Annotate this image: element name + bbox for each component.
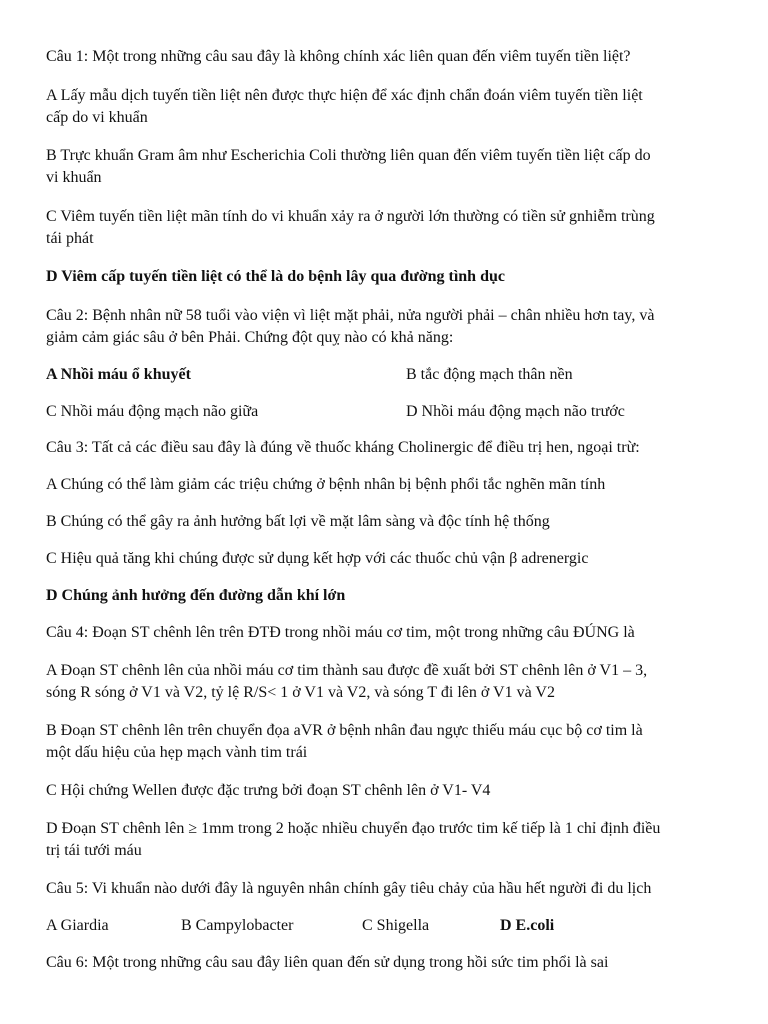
q3-option-a: A Chúng có thể làm giảm các triệu chứng ở bệnh nhân bị bệnh phổi tắc nghẽn mãn tính — [46, 476, 606, 493]
question-5: Câu 5: Vi khuẩn nào dưới đây là nguyên nhân chính gây tiêu chảy của hầu hết người đi du lịch — [46, 880, 652, 897]
q1-option-b-cont: vi khuẩn — [46, 169, 102, 186]
q1-option-a: A Lấy mẫu dịch tuyến tiền liệt nên được thực hiện để xác định chẩn đoán viêm tuyến tiền liệt — [46, 87, 643, 104]
q2-option-b: B tắc động mạch thân nền — [406, 366, 573, 383]
q4-option-d: D Đoạn ST chênh lên ≥ 1mm trong 2 hoặc nhiều chuyển đạo trước tim kế tiếp là 1 chỉ định điều — [46, 820, 661, 837]
q1-option-c: C Viêm tuyến tiền liệt mãn tính do vi khuẩn xảy ra ở người lớn thường có tiền sử gnhiễm trùng — [46, 208, 655, 225]
q3-option-d-answer: D Chúng ảnh hưởng đến đường dẫn khí lớn — [46, 587, 346, 604]
question-4: Câu 4: Đoạn ST chênh lên trên ĐTĐ trong nhồi máu cơ tim, một trong những câu ĐÚNG là — [46, 624, 635, 641]
question-3: Câu 3: Tất cả các điều sau đây là đúng về thuốc kháng Cholinergic để điều trị hen, ngoại trừ: — [46, 439, 640, 456]
q5-option-c: C Shigella — [362, 917, 430, 934]
q3-option-b: B Chúng có thể gây ra ảnh hưởng bất lợi về mặt lâm sàng và độc tính hệ thống — [46, 513, 550, 530]
q4-option-c: C Hội chứng Wellen được đặc trưng bởi đoạn ST chênh lên ở V1- V4 — [46, 782, 491, 799]
q4-option-a-cont: sóng R sóng ở V1 và V2, tỷ lệ R/S< 1 ở V1 và V2, và sóng T đi lên ở V1 và V2 — [46, 684, 555, 701]
q4-option-b: B Đoạn ST chênh lên trên chuyển đọa aVR ở bệnh nhân đau ngực thiếu máu cục bộ cơ tim là — [46, 722, 643, 739]
q3-option-c: C Hiệu quả tăng khi chúng được sử dụng kết hợp với các thuốc chủ vận β adrenergic — [46, 550, 589, 567]
q5-option-a: A Giardia — [46, 917, 109, 934]
question-2: Câu 2: Bệnh nhân nữ 58 tuổi vào viện vì liệt mặt phải, nửa người phải – chân nhiều hơn tay, và — [46, 307, 655, 324]
q5-option-d-answer: D E.coli — [500, 917, 555, 934]
q2-option-a-answer: A Nhồi máu ổ khuyết — [46, 366, 191, 383]
question-1: Câu 1: Một trong những câu sau đây là không chính xác liên quan đến viêm tuyến tiền liệt? — [46, 48, 631, 65]
q2-option-d: D Nhồi máu động mạch não trước — [406, 403, 625, 420]
q2-option-c: C Nhồi máu động mạch não giữa — [46, 403, 259, 420]
q1-option-c-cont: tái phát — [46, 230, 94, 247]
q4-option-d-cont: trị tái tưới máu — [46, 842, 142, 859]
q4-option-b-cont: một dấu hiệu của hẹp mạch vành tim trái — [46, 744, 308, 761]
q1-option-a-cont: cấp do vi khuẩn — [46, 109, 148, 126]
question-2-cont: giảm cảm giác sâu ở bên Phải. Chứng đột quỵ nào có khả năng: — [46, 329, 454, 346]
question-6: Câu 6: Một trong những câu sau đây liên quan đến sử dụng trong hồi sức tim phổi là sai — [46, 954, 609, 971]
q5-option-b: B Campylobacter — [181, 917, 294, 934]
q1-option-d-answer: D Viêm cấp tuyến tiền liệt có thể là do bệnh lây qua đường tình dục — [46, 268, 505, 285]
q4-option-a: A Đoạn ST chênh lên của nhồi máu cơ tim thành sau được đề xuất bởi ST chênh lên ở V1 – 3, — [46, 662, 648, 679]
q1-option-b: B Trực khuẩn Gram âm như Escherichia Coli thường liên quan đến viêm tuyến tiền liệt cấp do — [46, 147, 651, 164]
